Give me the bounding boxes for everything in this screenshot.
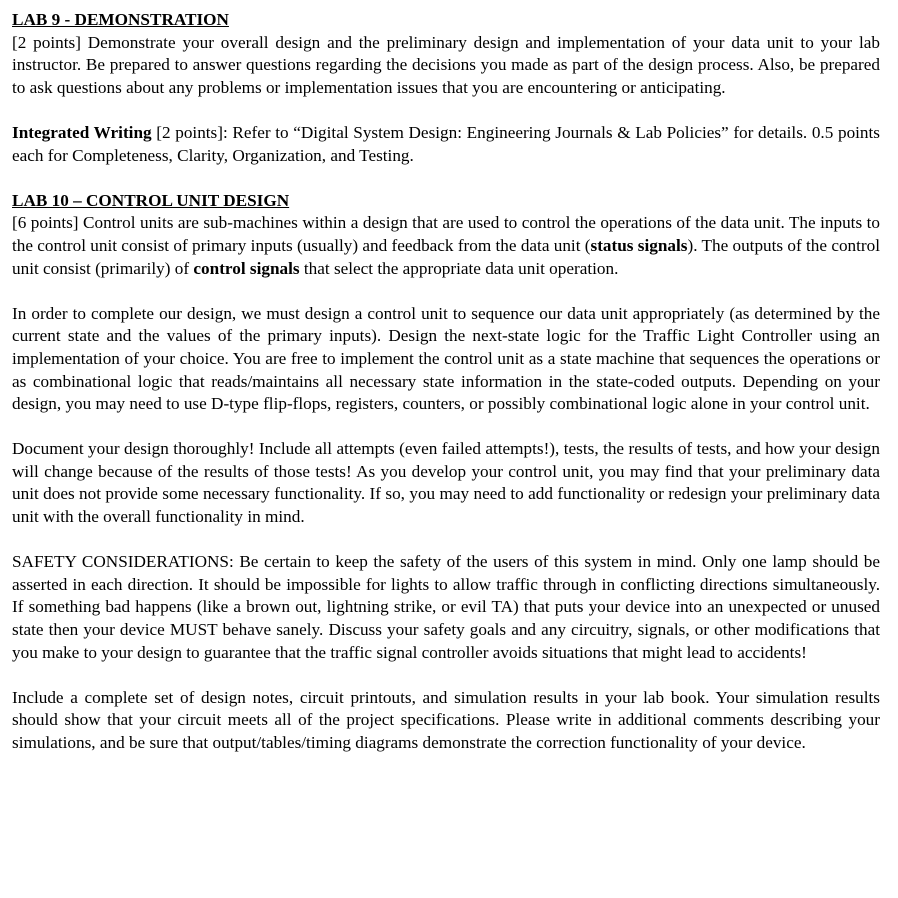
spacer xyxy=(12,664,880,687)
lab10-design-paragraph: In order to complete our design, we must design a control unit to sequence our data unit appropriately (as determined by the current state and the values of the primary inputs). Design the next-state logic for the Traffic Light Controller using an implementation of your choice. You are free to implement the control unit as a state machine that sequences the operations or as combinational logic that reads/maintains all necessary state information in the state-coded outputs. Depending on your design, you may need to use D-type flip-flops, registers, counters, or possibly combinational logic alone in your control unit. xyxy=(12,303,880,414)
spacer xyxy=(12,167,880,190)
control-signals-term: control signals xyxy=(193,258,300,278)
integrated-writing-label: Integrated Writing xyxy=(12,122,152,142)
document-page xyxy=(12,9,880,755)
spacer xyxy=(12,416,880,439)
spacer xyxy=(12,529,880,552)
lab10-intro-text-c: that select the appropriate data unit operation. xyxy=(299,258,619,278)
lab9-heading: LAB 9 - DEMONSTRATION xyxy=(12,10,229,29)
lab10-intro-paragraph xyxy=(12,212,880,280)
status-signals-term: status signals xyxy=(590,235,688,255)
spacer xyxy=(12,99,880,122)
integrated-writing-paragraph xyxy=(12,122,880,167)
lab9-description: [2 points] Demonstrate your overall design and the preliminary design and implementation of your data unit to your lab instructor. Be prepared to answer questions regarding the decisions you made as part of the design process. Also, be prepared to ask questions about any problems or implementation issues that you are encountering or anticipating. xyxy=(12,32,880,97)
lab10-heading: LAB 10 – CONTROL UNIT DESIGN xyxy=(12,190,290,210)
lab10-intro-text-a: [6 points] Control units are sub-machines within a design that are used to control the operations of the data unit. The inputs to the control unit consist of primary inputs (usually) and feedback from the data unit ( xyxy=(12,213,880,255)
spacer xyxy=(12,280,880,303)
lab10-intro-text-b: ). The outputs of the control unit consist (primarily) of xyxy=(12,235,881,278)
safety-considerations-paragraph: SAFETY CONSIDERATIONS: Be certain to keep the safety of the users of this system in mind. Only one lamp should be asserted in each direction. It should be impossible for lights to allow traffic through in conflicting directions simultaneously. If something bad happens (like a brown out, lightning strike, or evil TA) that puts your device into an unexpected or unused state then your device MUST behave sanely. Discuss your safety goals and any circuitry, signals, or other modifications that you make to your design to guarantee that the traffic signal controller avoids situations that might lead to accidents! xyxy=(12,552,880,662)
lab10-document-paragraph: Document your design thoroughly! Include all attempts (even failed attempts!), tests, the results of tests, and how your design will change because of the results of those tests! As you develop your control unit, you may find that your preliminary data unit does not provide some necessary functionality. If so, you may need to add functionality or redesign your preliminary data unit with the overall functionality in mind. xyxy=(12,439,880,527)
integrated-writing-text: [2 points]: Refer to “Digital System Design: Engineering Journals & Lab Policies” for details. 0.5 points each for Completeness, Clarity, Organization, and Testing. xyxy=(12,122,880,165)
lab-book-paragraph: Include a complete set of design notes, circuit printouts, and simulation results in your lab book. Your simulation results should show that your circuit meets all of the project specifications. Please write in additional comments describing your simulations, and be sure that output/tables/timing diagrams demonstrate the correction functionality of your device. xyxy=(12,687,880,752)
